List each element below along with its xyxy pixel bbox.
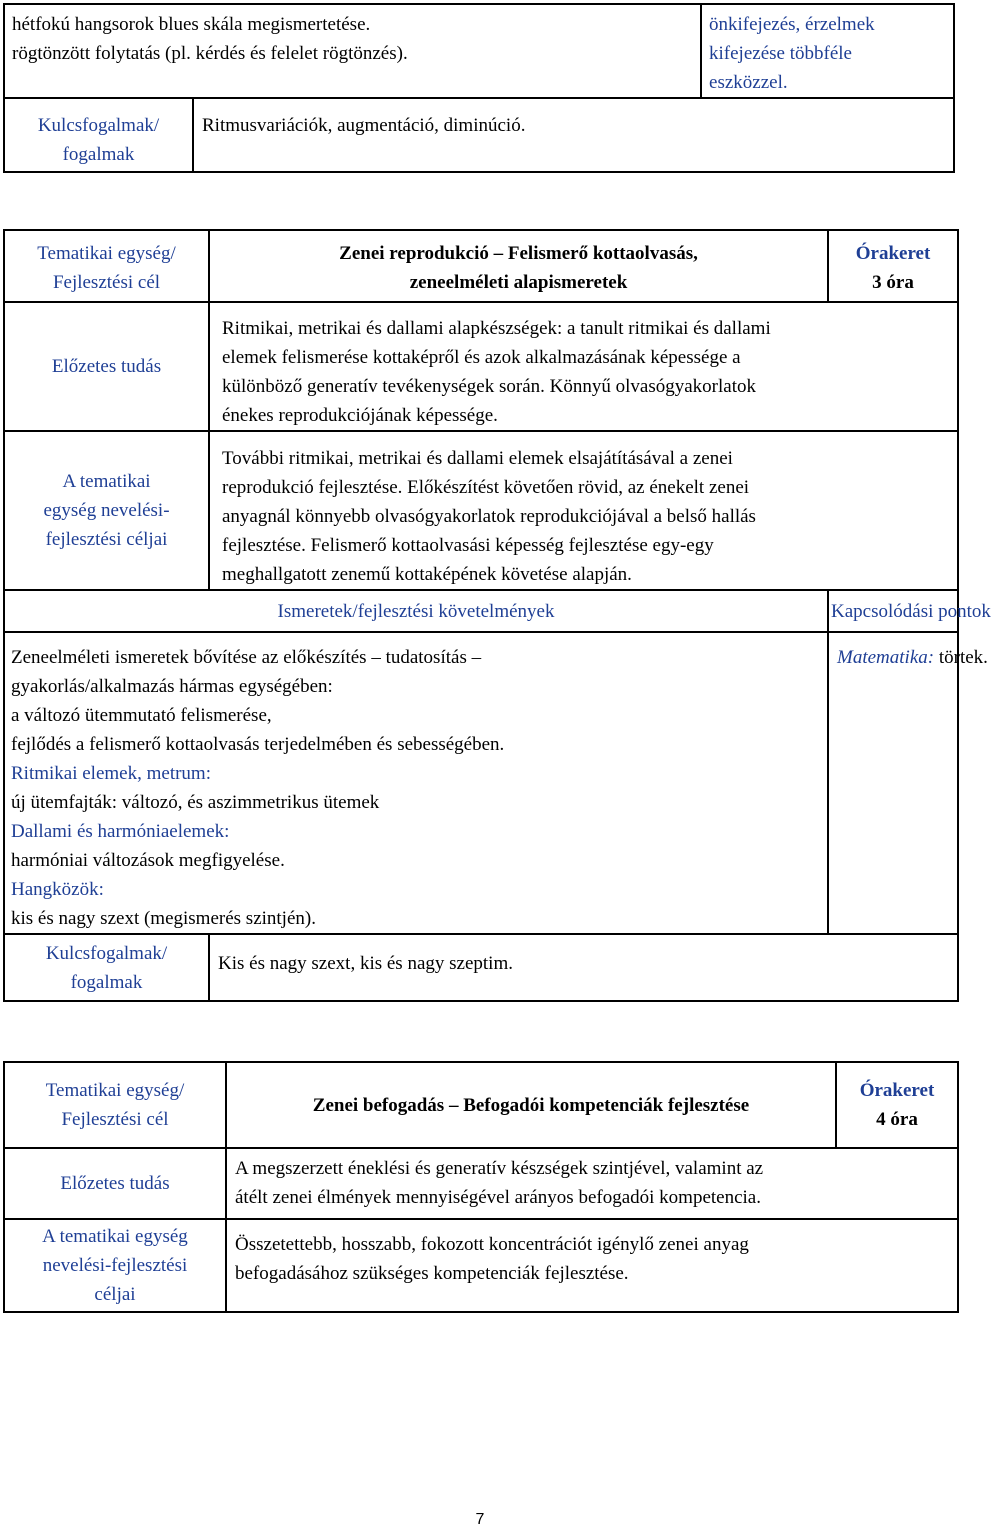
label-line: fogalmak xyxy=(62,144,135,165)
topic-title: Zenei befogadás – Befogadói kompetenciák fejlesztése xyxy=(226,1062,836,1148)
text-line: rögtönzött folytatás (pl. kérdés és felelet rögtönzés). xyxy=(12,43,408,64)
label-line: egység nevelési- xyxy=(43,500,170,521)
text-line: Összetettebb, hosszabb, fokozott koncentrációt igénylő zenei anyag xyxy=(235,1234,749,1255)
label-line: Tematikai egység/ xyxy=(37,243,176,264)
title-line: zeneelméleti alapismeretek xyxy=(409,272,628,293)
text-line: Hangközök: xyxy=(11,879,104,900)
label-line: fejlesztési céljai xyxy=(45,529,168,550)
topic-label xyxy=(4,1062,226,1148)
text-line: reprodukció fejlesztése. Előkészítést követően rövid, az énekelt zenei xyxy=(222,477,750,498)
label-line: fogalmak xyxy=(70,971,143,993)
goals-text xyxy=(209,431,958,590)
text-line: eszközzel. xyxy=(709,72,788,93)
label-line: Fejlesztési cél xyxy=(61,1109,169,1130)
text-line: különböző generatív tevékenységek során. Könnyű olvasógyakorlatok xyxy=(222,376,756,397)
text-line: befogadásához szükséges kompetenciák fejlesztése. xyxy=(235,1263,629,1284)
hours-value: 3 óra xyxy=(872,272,914,293)
curriculum-table-continued xyxy=(3,3,955,173)
text-line: Dallami és harmóniaelemek: xyxy=(11,821,230,842)
label-line: céljai xyxy=(94,1284,136,1305)
connections-header: Kapcsolódási pontok xyxy=(828,590,958,632)
text-line: anyagnál könnyebb olvasógyakorlatok reprodukciójával a belső hallás xyxy=(222,506,756,527)
text-line: énekes reprodukciójának képessége. xyxy=(222,405,498,426)
hours-cell xyxy=(836,1062,958,1148)
prior-knowledge-text xyxy=(226,1148,958,1219)
connection-subject: Matematika: xyxy=(837,647,935,668)
text-line: önkifejezés, érzelmek xyxy=(709,14,875,35)
key-concepts-label xyxy=(4,98,193,172)
text-line: Zeneelméleti ismeretek bővítése az előkészítés – tudatosítás – xyxy=(11,647,482,668)
label-line: Kulcsfogalmak/ xyxy=(37,115,160,136)
hours-value: 4 óra xyxy=(876,1109,918,1130)
text-line: A megszerzett éneklési és generatív készségek szintjével, valamint az xyxy=(235,1158,764,1179)
goals-label xyxy=(4,1219,226,1312)
development-activities-cell xyxy=(4,4,701,98)
text-line: elemek felismerése kottaképről és azok alkalmazásának képessége a xyxy=(222,347,741,368)
key-concepts-value: Kis és nagy szext, kis és nagy szeptim. xyxy=(209,934,958,1001)
connection-topic: törtek. xyxy=(934,647,988,668)
title-line: Zenei reprodukció – Felismerő kottaolvasás, xyxy=(339,243,698,264)
requirements-text xyxy=(4,632,828,934)
text-line: kis és nagy szext (megismerés szintjén). xyxy=(11,908,316,929)
text-line: kifejezése többféle xyxy=(709,43,852,64)
requirements-header: Ismeretek/fejlesztési követelmények xyxy=(4,590,828,632)
label-line: A tematikai egység xyxy=(42,1226,188,1247)
label-line: nevelési-fejlesztési xyxy=(42,1255,188,1276)
connections-text xyxy=(828,632,988,934)
text-line: átélt zenei élmények mennyiségével arányos befogadói kompetencia. xyxy=(235,1187,761,1208)
text-line: hétfokú hangsorok blues skála megismertetése. xyxy=(12,14,371,35)
curriculum-table-reproduction xyxy=(3,229,991,1002)
text-line: gyakorlás/alkalmazás hármas egységében: xyxy=(11,676,333,697)
label-line: A tematikai xyxy=(62,471,151,492)
prior-knowledge-text xyxy=(209,302,958,431)
text-line: Ritmikai, metrikai és dallami alapkészségek: a tanult ritmikai és dallami xyxy=(222,318,771,339)
hours-cell xyxy=(828,230,958,302)
text-line: harmóniai változások megfigyelése. xyxy=(11,850,285,871)
text-line: További ritmikai, metrikai és dallami elemek elsajátításával a zenei xyxy=(222,448,733,469)
text-line: új ütemfajták: változó, és aszimmetrikus ütemek xyxy=(11,792,380,813)
page-number: 7 xyxy=(475,1511,485,1528)
curriculum-table-reception xyxy=(3,1061,959,1313)
text-line: meghallgatott zenemű kottaképének követése alapján. xyxy=(222,564,632,585)
prior-knowledge-label: Előzetes tudás xyxy=(4,302,209,431)
label-line: Kulcsfogalmak/ xyxy=(45,942,168,964)
connections-cell xyxy=(701,4,954,98)
label-line: Tematikai egység/ xyxy=(45,1080,185,1101)
text-line: Ritmikai elemek, metrum: xyxy=(11,763,211,784)
hours-label: Órakeret xyxy=(855,243,931,264)
goals-text xyxy=(226,1219,958,1312)
topic-title xyxy=(209,230,828,302)
key-concepts-value: Ritmusvariációk, augmentáció, diminúció. xyxy=(193,98,954,172)
key-concepts-label xyxy=(4,934,209,1001)
label-line: Fejlesztési cél xyxy=(52,272,161,293)
topic-label xyxy=(4,230,209,302)
text-line: a változó ütemmutató felismerése, xyxy=(11,705,272,726)
text-line: fejlődés a felismerő kottaolvasás terjedelmében és sebességében. xyxy=(11,734,505,755)
hours-label: Órakeret xyxy=(859,1080,935,1101)
prior-knowledge-label: Előzetes tudás xyxy=(4,1148,226,1219)
text-line: fejlesztése. Felismerő kottaolvasási képesség fejlesztése egy-egy xyxy=(222,535,714,556)
goals-label xyxy=(4,431,209,590)
